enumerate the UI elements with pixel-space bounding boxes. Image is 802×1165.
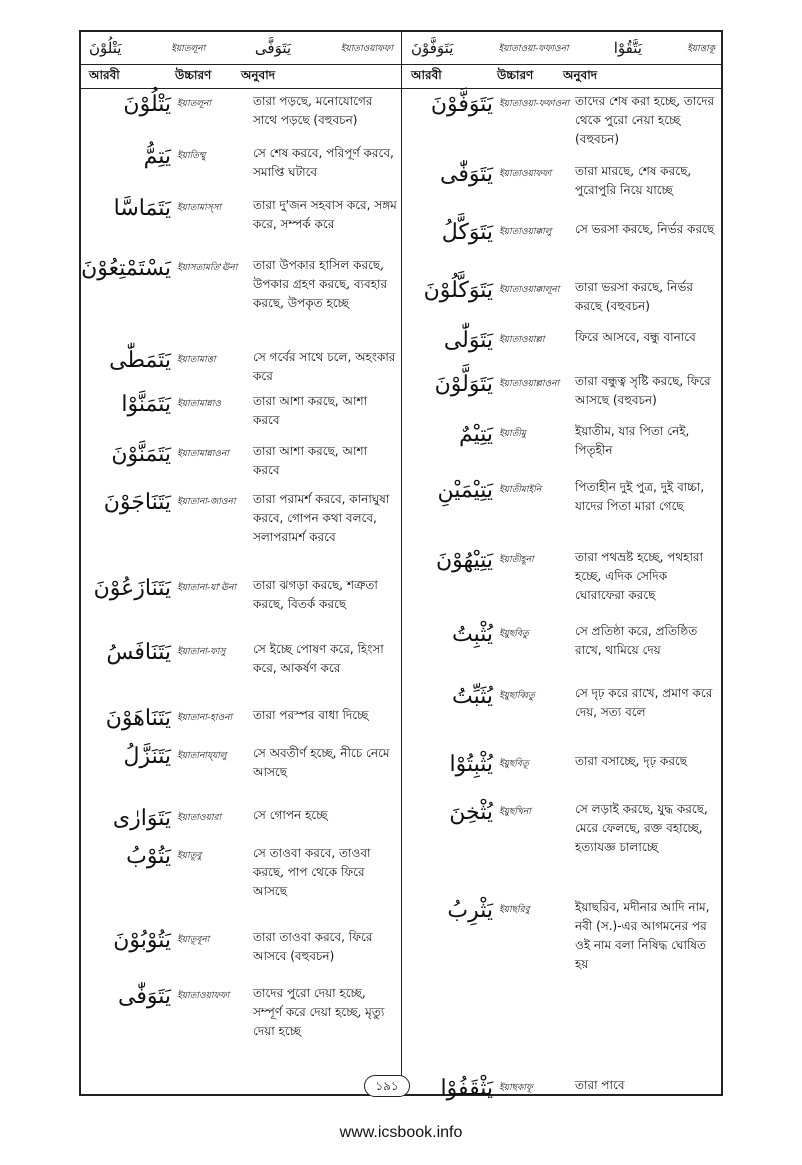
arabic-word: يَتَوَفَّوْنَ [430, 92, 493, 117]
list-item [81, 706, 399, 731]
transliteration: ইয়াতীহূনা [499, 555, 534, 565]
transliteration: ইয়াতানা-ফাসু [177, 647, 226, 657]
arabic-word: يَتَوَكَّلُ [441, 220, 493, 245]
arabic-word: يَتُوْبُوْنَ [113, 928, 171, 953]
header-meaning: অনুবাদ [563, 68, 598, 82]
transliteration: ইয়াতাওয়াফফা [499, 169, 552, 179]
list-item [403, 548, 721, 605]
arabic-word: يَتِمُّ [143, 144, 171, 169]
arabic-word: يَتَمَطّٰى [109, 348, 171, 373]
meaning: সে অবতীর্ণ হচ্ছে, নীচে নেমে আসছে [253, 746, 390, 779]
transliteration: ইয়াতানা-জাওনা [177, 497, 236, 507]
arabic-word: يَتَوَكَّلُوْنَ [423, 278, 493, 303]
meaning: তারা ঝগড়া করছে, শত্রুতা করছে, বিতর্ক করছে [253, 578, 378, 611]
meaning: তারা তাওবা করবে, ফিরে আসবে (বহুবচন) [253, 930, 373, 963]
arabic-word: يَتَنَافَسُ [106, 640, 171, 665]
list-item [403, 800, 721, 857]
meaning: সে ভরসা করছে, নির্ভর করছে [575, 222, 715, 236]
header-arabic: আরবী [411, 68, 442, 82]
guide-left-tr2: ইয়াতাওয়াফফা [340, 43, 393, 54]
arabic-word: يَتَمَنَّوْنَ [111, 442, 171, 467]
meaning: তারা উপকার হাসিল করছে, উপকার গ্রহণ করছে, ব্যবহার করছে, উপকৃত হচ্ছে [253, 258, 388, 310]
transliteration: ইয়াতাওয়া-ফফাওনা [499, 99, 570, 109]
guide-left-tr1: ইয়াতলূনা [171, 43, 206, 54]
arabic-word: يَتَوَلَّوْنَ [434, 372, 493, 397]
list-item [81, 928, 399, 966]
transliteration: ইয়াতূবু [177, 851, 202, 861]
meaning: তারা পথভ্রষ্ট হচ্ছে, পথহারা হচ্ছে, এদিক সেদিক ঘোরাফেরা করছে [575, 550, 704, 602]
transliteration: ইয়াতীমাইনি [499, 485, 542, 495]
meaning: ফিরে আসবে, বন্ধু বানাবে [575, 330, 696, 344]
arabic-word: يَتُوْبُ [126, 844, 171, 869]
transliteration: ইয়াতাওয়াল্লা [499, 335, 545, 345]
arabic-word: يُثَبِّتُ [451, 684, 493, 709]
meaning: তারা বন্ধুত্ব সৃষ্টি করছে, ফিরে আসছে (বহুবচন) [575, 374, 711, 407]
list-item [81, 744, 399, 782]
transliteration: ইয়াতানা-যা'ঊনা [177, 583, 237, 593]
arabic-word: يَتَوَلّٰى [443, 328, 493, 353]
meaning: তারা ভরসা করছে, নির্ভর করছে (বহুবচন) [575, 280, 693, 313]
list-item [81, 92, 399, 130]
page-number: ১৯১ [364, 1075, 410, 1097]
guide-right-tr1: ইয়াতাওয়া-ফফাওনা [498, 43, 569, 54]
meaning: তাদের পুরো দেয়া হচ্ছে, সম্পূর্ণ করে দেয়া হচ্ছে, মৃত্যু দেয়া হচ্ছে [253, 986, 385, 1038]
transliteration: ইয়াতানা-হাওনা [177, 713, 233, 723]
meaning: পিতাহীন দুই পুত্র, দুই বাচ্চা, যাদের পিতা মারা গেছে [575, 480, 705, 513]
transliteration: ইয়াতাওয়াক্কালু [499, 227, 552, 237]
arabic-word: يَتَنَازَعُوْنَ [93, 576, 171, 601]
list-item [403, 684, 721, 722]
list-item [403, 478, 721, 516]
list-item [403, 422, 721, 460]
header-arabic: আরবী [89, 68, 120, 82]
list-item [403, 220, 721, 245]
transliteration: ইয়াতাওয়াল্লাওনা [499, 379, 560, 389]
transliteration: ইয়াছকাফূ [499, 1083, 533, 1093]
meaning: সে প্রতিষ্ঠা করে, প্রতিষ্ঠিত রাখে, থামিয়ে দেয় [575, 624, 698, 657]
guide-left [81, 32, 401, 64]
list-item [403, 328, 721, 353]
meaning: তারা মারছে, শেষ করছে, পুরোপুরি নিয়ে যাচ্ছে [575, 164, 692, 197]
list-item [81, 256, 399, 313]
header-pron: উচ্চারণ [497, 68, 534, 82]
arabic-word: يَتَوَارٰى [112, 806, 171, 831]
meaning: তাদের শেষ করা হচ্ছে, তাদের থেকে পুরো নেয়া হচ্ছে (বহুবচন) [575, 94, 715, 146]
list-item [81, 196, 399, 234]
list-item [403, 278, 721, 316]
header-meaning: অনুবাদ [241, 68, 276, 82]
list-item [403, 162, 721, 200]
transliteration: ইয়ুছাব্বিতু [499, 691, 535, 701]
arabic-word: يَتْلُوْنَ [123, 92, 171, 117]
meaning: তারা বসাচ্ছে, দৃঢ় করছে [575, 754, 688, 768]
header-divider [81, 88, 721, 89]
list-item [81, 844, 399, 901]
column-header-left [89, 66, 399, 88]
guide-right-ar2: يَتَّقُوْا [613, 39, 642, 57]
list-item [81, 490, 399, 547]
meaning: সে তাওবা করবে, তাওবা করছে, পাপ থেকে ফিরে আসছে [253, 846, 371, 898]
list-item [81, 348, 399, 386]
transliteration: ইয়াতাওয়াফফা [177, 991, 230, 1001]
list-item [81, 442, 399, 480]
page-frame [79, 30, 723, 1101]
arabic-word: يُثْبِتُ [451, 622, 493, 647]
meaning: তারা আশা করছে, আশা করবে [253, 444, 368, 477]
transliteration: ইয়াতামাস্‌সা [177, 203, 222, 213]
arabic-word: يَتَنَزَّلُ [123, 744, 171, 769]
transliteration: ইয়াছরিবু [499, 905, 530, 915]
guide-left-ar1: يَتْلُوْنَ [89, 39, 122, 57]
meaning: সে লড়াই করছে, যুদ্ধ করছে, মেরে ফেলছে, রক্ত বহাচ্ছে, হত্যাযজ্ঞ চালাচ্ছে [575, 802, 708, 854]
meaning: সে দৃঢ় করে রাখে, প্রমাণ করে দেয়, সত্য বলে [575, 686, 713, 719]
footer-url: www.icsbook.info [339, 1124, 463, 1141]
arabic-word: يَتَوَفّٰى [440, 162, 493, 187]
arabic-word: يَتَوَفّٰى [118, 984, 171, 1009]
transliteration: ইয়াতামান্নাও [177, 399, 221, 409]
list-item [81, 576, 399, 614]
list-item [403, 372, 721, 410]
transliteration: ইয়াতীমু [499, 429, 526, 439]
transliteration: ইয়ুছবিতূ [499, 759, 529, 769]
list-item [81, 392, 399, 430]
list-item [81, 806, 399, 831]
transliteration: ইয়াতলূনা [177, 99, 212, 109]
arabic-word: يَتَمَنَّوْا [121, 392, 171, 417]
list-item [81, 984, 399, 1041]
list-item [403, 1076, 721, 1101]
arabic-word: يَتَنَاجَوْنَ [103, 490, 171, 515]
transliteration: ইয়াতাওয়াক্কালূনা [499, 285, 560, 295]
header-pron: উচ্চারণ [175, 68, 212, 82]
arabic-word: يَتِيْمٌ [458, 422, 493, 447]
transliteration: ইয়াতূবূনা [177, 935, 210, 945]
arabic-word: يَسْتَمْتِعُوْنَ [81, 256, 171, 281]
arabic-word: يَثْرِبُ [447, 898, 493, 923]
meaning: সে ইচ্ছে পোষণ করে, হিংসা করে, আকর্ষণ করে [253, 642, 384, 675]
list-item [81, 144, 399, 182]
transliteration: ইয়ুছবিতু [499, 629, 529, 639]
guide-left-ar2: يَتَوَفَّى [254, 39, 292, 57]
meaning: সে গর্বের সাথে চলে, অহংকার করে [253, 350, 396, 383]
meaning: ইয়াছরিব, মদীনার আদি নাম, নবী (স.)-এর আগমনের পর ওই নাম বলা নিষিদ্ধ ঘোষিত হয় [575, 900, 710, 971]
list-item [403, 622, 721, 660]
guide-right [403, 32, 723, 64]
list-item [403, 898, 721, 974]
transliteration: ইয়ুছখিনা [499, 807, 531, 817]
transliteration: ইয়াতাওয়ারা [177, 813, 222, 823]
meaning: ইয়াতীম, যার পিতা নেই, পিতৃহীন [575, 424, 690, 457]
arabic-word: يَثْقَفُوْا [440, 1076, 493, 1101]
list-item [403, 752, 721, 777]
column-divider [401, 32, 402, 1094]
arabic-word: يُثْبِتُوْا [449, 752, 493, 777]
arabic-word: يَتَنَاهَوْنَ [105, 706, 171, 731]
transliteration: ইয়াতানায্‌যালু [177, 751, 227, 761]
guide-divider [81, 64, 721, 65]
arabic-word: يَتَمَاسَّا [113, 196, 171, 221]
meaning: সে শেষ করবে, পরিপূর্ণ করবে, সমাপ্তি ঘটাবে [253, 146, 394, 179]
meaning: সে গোপন হচ্ছে [253, 808, 328, 822]
arabic-word: يَتِيْمَيْنِ [437, 478, 493, 503]
list-item [403, 92, 721, 149]
column-header-right [411, 66, 721, 88]
meaning: তারা পাবে [575, 1078, 625, 1092]
transliteration: ইয়াতামান্নাওনা [177, 449, 229, 459]
meaning: তারা পরামর্শ করবে, কানাঘুষা করবে, গোপন কথা বলবে, সলাপরামর্শ করবে [253, 492, 390, 544]
list-item [81, 640, 399, 678]
guide-right-ar1: يَتَوَفَّوْنَ [411, 39, 454, 57]
arabic-word: يَتِيْهُوْنَ [435, 548, 493, 573]
meaning: তারা আশা করছে, আশা করবে [253, 394, 368, 427]
arabic-word: يُثْخِنَ [449, 800, 493, 825]
meaning: তারা পরস্পর বাধা দিচ্ছে [253, 708, 369, 722]
meaning: তারা দু'জন সহবাস করে, সঙ্গম করে, সম্পর্ক করে [253, 198, 397, 231]
guide-right-tr2: ইয়াত্তাকূ [687, 43, 715, 54]
meaning: তারা পড়ছে, মনোযোগের সাথে পড়ছে (বহুবচন) [253, 94, 373, 127]
transliteration: ইয়াতিম্মু [177, 151, 206, 161]
transliteration: ইয়াসতামতি'ঊনা [177, 263, 238, 273]
transliteration: ইয়াতামাত্তা [177, 355, 216, 365]
